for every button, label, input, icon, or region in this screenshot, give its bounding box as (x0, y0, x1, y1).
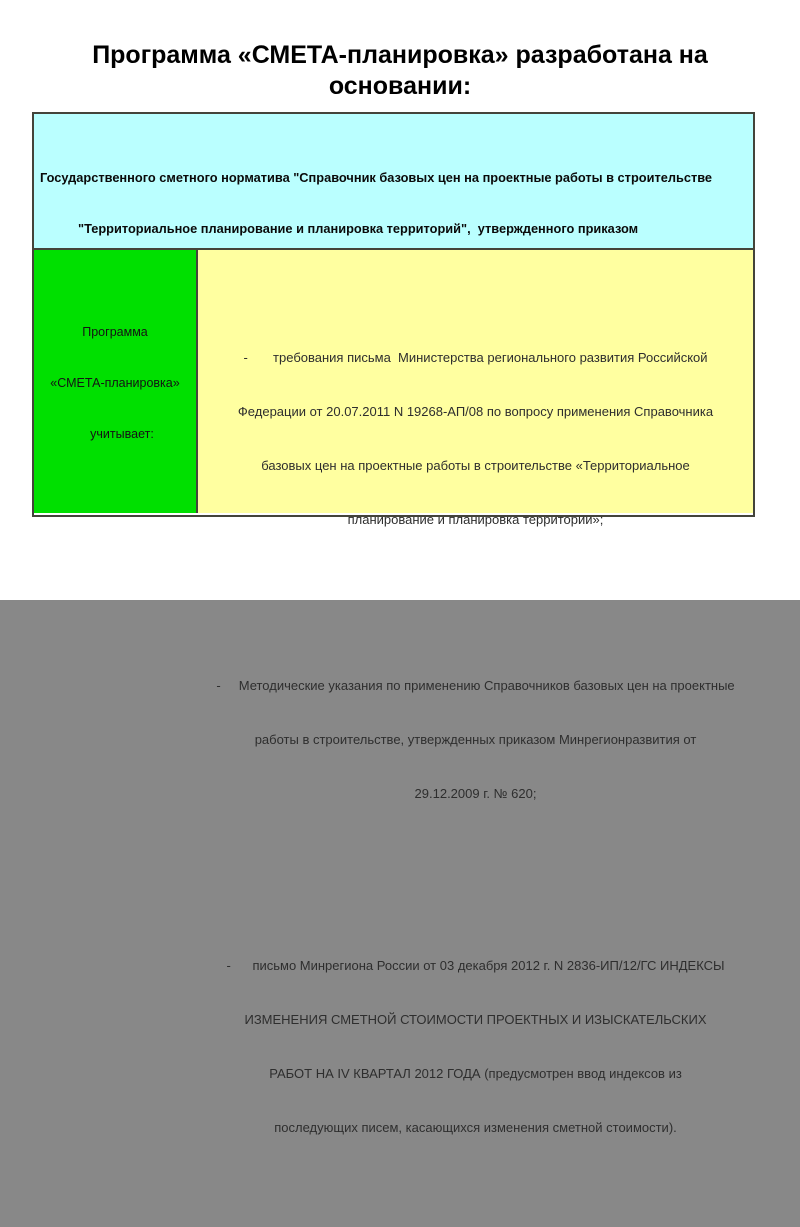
program-line: Программа (82, 325, 148, 339)
program-line: «СМЕТА-планировка» (50, 376, 180, 390)
bullet-line: - письмо Минрегиона России от 03 декабря 2012 г. N 2836-ИП/12/ГС ИНДЕКСЫ (226, 958, 725, 973)
basis-table (32, 112, 755, 1135)
bullet-line: ИЗМЕНЕНИЯ СМЕТНОЙ СТОИМОСТИ ПРОЕКТНЫХ И ИЗЫСКАТЕЛЬСКИХ (244, 1012, 707, 1027)
bullet-line: РАБОТ НА IV КВАРТАЛ 2012 ГОДА (предусмотрен ввод индексов из (269, 1066, 682, 1081)
basis-line: "Территориальное планирование и планировка территорий", утвержденного приказом (78, 221, 639, 236)
bullet-line: работы в строительстве, утвержденных приказом Минрегионразвития от (254, 732, 697, 747)
bullet-line: Федерации от 20.07.2011 N 19268-АП/08 по вопросу применения Справочника (237, 404, 714, 419)
bullet-item (200, 921, 751, 1173)
program-box (34, 250, 198, 513)
bullet-item (200, 641, 751, 839)
bullet-line: 29.12.2009 г. № 620; (414, 786, 537, 801)
considerations-box (198, 250, 753, 1135)
bullet-line: базовых цен на проектные работы в строительстве «Территориальное (261, 458, 690, 473)
bullet-line: - Методические указания по применению Справочников базовых цен на проектные (216, 678, 735, 693)
slide-title: Программа «СМЕТА-планировка» разработана на основании: (92, 41, 708, 100)
bullet-line: - требования письма Министерства регионального развития Российской (243, 350, 708, 365)
bullet-item (200, 313, 751, 565)
basis-line: Государственного сметного норматива "Справочник базовых цен на проектные работы в строительстве (40, 170, 713, 185)
bullet-line: последующих писем, касающихся изменения сметной стоимости). (274, 1120, 677, 1135)
bullet-line: планирование и планировка территории»; (347, 512, 604, 527)
basis-box (34, 114, 753, 250)
bottom-row (34, 250, 753, 1135)
program-line: учитывает: (90, 427, 154, 441)
